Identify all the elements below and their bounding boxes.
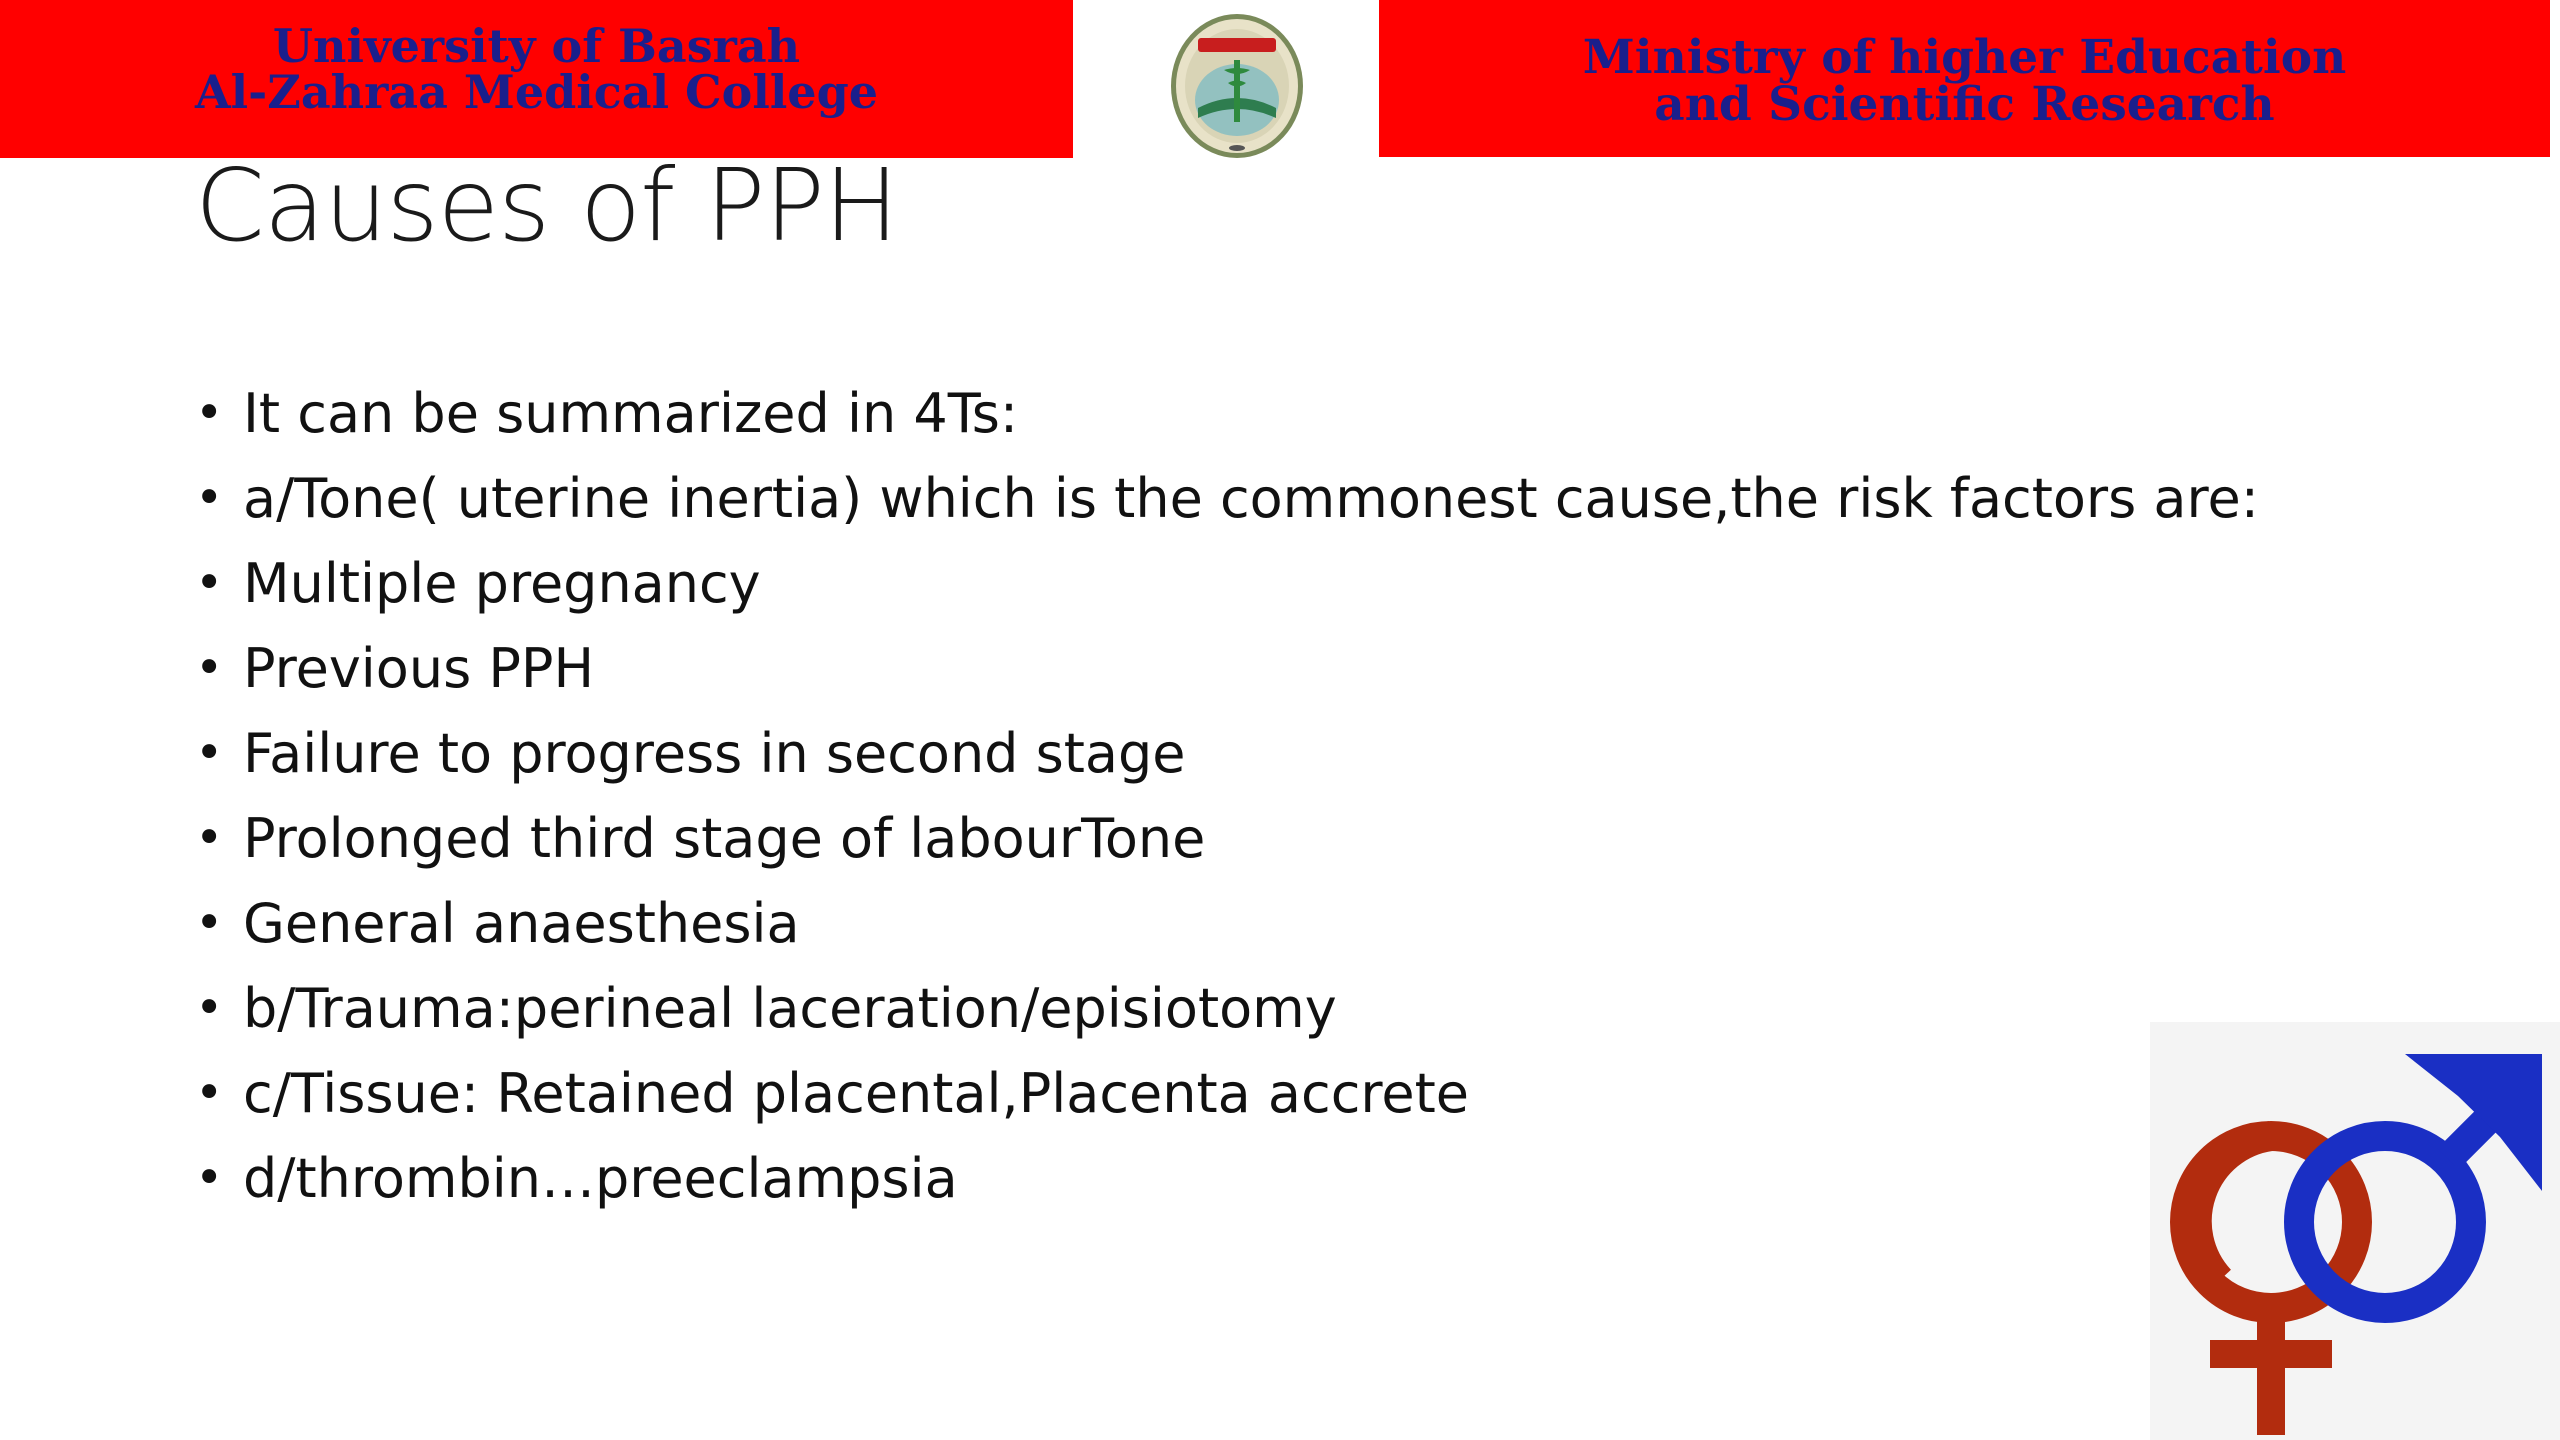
slide-title: Causes of PPH [195, 147, 898, 264]
bullet-icon: • [195, 1065, 224, 1121]
gender-symbol-icon [2150, 1022, 2560, 1440]
list-item [195, 456, 2259, 541]
bullet-icon: • [195, 385, 224, 441]
list-item [195, 1136, 2259, 1221]
bullet-text: Failure to progress in second stage [243, 722, 1186, 785]
bullet-icon: • [195, 640, 224, 696]
bullet-text: Multiple pregnancy [243, 552, 761, 615]
ministry-name-line2: and Scientific Research [1654, 76, 2275, 132]
bullet-list [195, 371, 2259, 1221]
bullet-icon: • [195, 1150, 224, 1206]
university-banner [0, 0, 1073, 158]
list-item [195, 371, 2259, 456]
list-item [195, 1051, 2259, 1136]
bullet-icon: • [195, 725, 224, 781]
bullet-text: a/Tone( uterine inertia) which is the commonest cause,the risk factors are: [243, 467, 2259, 530]
ministry-name-line1: Ministry of higher Education [1582, 29, 2347, 85]
bullet-text: Prolonged third stage of labourTone [243, 807, 1206, 870]
list-item [195, 711, 2259, 796]
bullet-icon: • [195, 470, 224, 526]
list-item [195, 966, 2259, 1051]
list-item [195, 881, 2259, 966]
list-item [195, 626, 2259, 711]
bullet-text: General anaesthesia [243, 892, 800, 955]
bullet-text: d/thrombin…preeclampsia [243, 1147, 958, 1210]
bullet-icon: • [195, 810, 224, 866]
bullet-text: b/Trauma:perineal laceration/episiotomy [243, 977, 1337, 1040]
college-name: Al-Zahraa Medical College [194, 65, 878, 119]
university-name: University of Basrah [272, 19, 801, 73]
list-item [195, 796, 2259, 881]
list-item [195, 541, 2259, 626]
bullet-icon: • [195, 980, 224, 1036]
bullet-text: It can be summarized in 4Ts: [243, 382, 1019, 445]
bullet-icon: • [195, 555, 224, 611]
bullet-text: c/Tissue: Retained placental,Placenta accrete [243, 1062, 1470, 1125]
bullet-text: Previous PPH [243, 637, 595, 700]
college-seal-icon [1168, 8, 1306, 158]
bullet-icon: • [195, 895, 224, 951]
ministry-banner [1379, 0, 2550, 157]
